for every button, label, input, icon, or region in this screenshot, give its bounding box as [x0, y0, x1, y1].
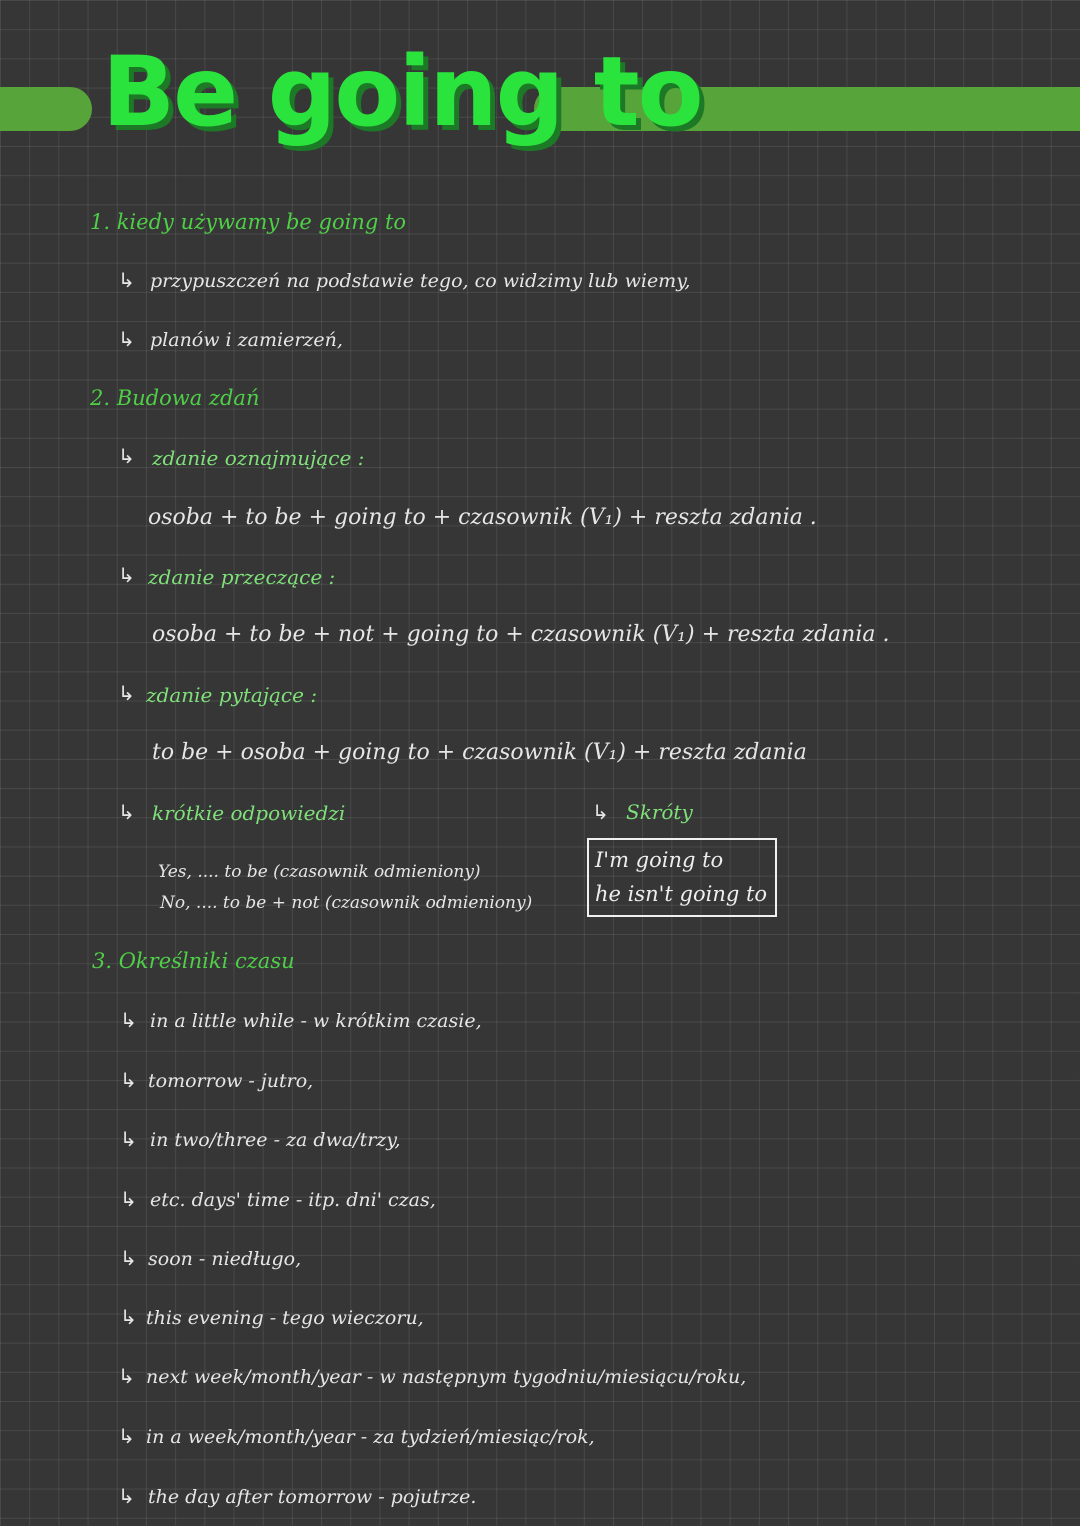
- arrow-icon: ↳: [118, 563, 135, 587]
- arrow-icon: ↳: [120, 1305, 137, 1329]
- negative-label: zdanie przeczące :: [148, 565, 336, 589]
- s1-item-1: przypuszczeń na podstawie tego, co widzimy lub wiemy,: [150, 270, 691, 292]
- section-1-heading: 1. kiedy używamy be going to: [90, 210, 407, 234]
- arrow-icon: ↳: [118, 444, 135, 468]
- contractions-box: [587, 838, 777, 917]
- affirmative-formula: osoba + to be + going to + czasownik (V₁) + reszta zdania .: [148, 505, 817, 530]
- arrow-icon: ↳: [120, 1187, 137, 1211]
- section-2-heading: 2. Budowa zdań: [90, 386, 260, 410]
- contraction-1: I'm going to: [595, 848, 724, 872]
- time-expression: in two/three - za dwa/trzy,: [150, 1129, 401, 1151]
- arrow-icon: ↳: [118, 1364, 135, 1388]
- arrow-icon: ↳: [120, 1008, 137, 1032]
- arrow-icon: ↳: [118, 1484, 135, 1508]
- time-expression: in a little while - w krótkim czasie,: [150, 1010, 482, 1032]
- negative-formula: osoba + to be + not + going to + czasownik (V₁) + reszta zdania .: [152, 622, 890, 647]
- arrow-icon: ↳: [120, 1068, 137, 1092]
- time-expression: the day after tomorrow - pojutrze.: [148, 1486, 477, 1508]
- short-answer-yes: Yes, .... to be (czasownik odmieniony): [158, 862, 481, 882]
- short-answers-label: krótkie odpowiedzi: [152, 801, 346, 825]
- arrow-icon: ↳: [118, 268, 135, 292]
- time-expression: soon - niedługo,: [148, 1248, 302, 1270]
- s1-item-2: planów i zamierzeń,: [150, 329, 343, 351]
- contraction-2: he isn't going to: [595, 882, 768, 906]
- arrow-icon: ↳: [118, 1424, 135, 1448]
- arrow-icon: ↳: [118, 327, 135, 351]
- time-expression: this evening - tego wieczoru,: [146, 1307, 424, 1329]
- arrow-icon: ↳: [118, 800, 135, 824]
- arrow-icon: ↳: [118, 681, 135, 705]
- title-bar-left: [0, 87, 92, 131]
- short-answer-no: No, .... to be + not (czasownik odmieniony): [160, 893, 533, 913]
- page-title: Be going to: [102, 36, 702, 148]
- affirmative-label: zdanie oznajmujące :: [152, 446, 365, 470]
- contractions-label: Skróty: [626, 800, 693, 824]
- arrow-icon: ↳: [120, 1246, 137, 1270]
- time-expression: in a week/month/year - za tydzień/miesiąc/rok,: [146, 1426, 595, 1448]
- section-3-heading: 3. Określniki czasu: [92, 949, 295, 973]
- time-expression: tomorrow - jutro,: [148, 1070, 314, 1092]
- question-formula: to be + osoba + going to + czasownik (V₁) + reszta zdania: [152, 740, 807, 765]
- time-expression: etc. days' time - itp. dni' czas,: [150, 1189, 436, 1211]
- arrow-icon: ↳: [120, 1127, 137, 1151]
- time-expression: next week/month/year - w następnym tygodniu/miesiącu/roku,: [146, 1366, 747, 1388]
- arrow-icon: ↳: [592, 800, 609, 824]
- question-label: zdanie pytające :: [146, 683, 318, 707]
